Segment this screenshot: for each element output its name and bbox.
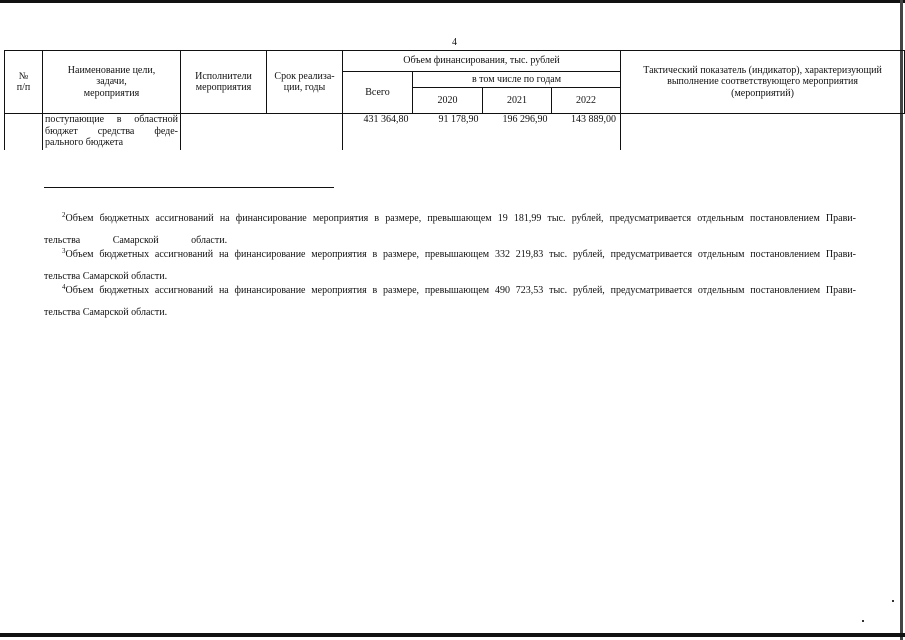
name-line-3: рального бюджета [45, 137, 124, 148]
header-term: Срок реализа- ции, годы [267, 51, 343, 114]
header-by-years: в том числе по годам [413, 72, 621, 88]
footnote-4 [44, 276, 856, 324]
header-name: Наименование цели, задачи, мероприятия [43, 51, 181, 114]
name-line-2: бюджет средства феде- [45, 125, 178, 137]
cell-2021: 196 296,90 [502, 114, 548, 125]
header-financing-volume: Объем финансирования, тыс. рублей [343, 51, 621, 72]
financing-table [4, 50, 905, 150]
header-total: Всего [343, 72, 413, 114]
name-line-1: поступающие в областной [45, 114, 178, 125]
page-number: 4 [452, 37, 457, 48]
footnote-text: Объем бюджетных ассигнований на финансирование мероприятия в размере, превышающем 490 723,53 тыс. рублей, предусматривается отдельным постановлением Прави- [65, 285, 856, 296]
scan-speck [862, 620, 864, 622]
header-executors: Исполнители мероприятия [181, 51, 267, 114]
cell-executors [181, 114, 267, 151]
footnote-text-continued: тельства Самарской области. [44, 307, 168, 318]
header-year-2020: 2020 [413, 88, 483, 114]
scan-speck [892, 600, 894, 602]
header-indicator: Тактический показатель (индикатор), характеризующий выполнение соответствующего мероприятия (мероприятий) [621, 51, 905, 114]
footnote-text: Объем бюджетных ассигнований на финансирование мероприятия в размере, превышающем 19 181,99 тыс. рублей, предусматривается отдельным постановлением Прави- [65, 213, 856, 224]
header-year-2021: 2021 [483, 88, 552, 114]
cell-num [5, 114, 43, 151]
bottom-border [0, 633, 905, 637]
footnote-text-continued: тельства Самарской области. [44, 271, 168, 282]
footnote-mark: 2 [62, 211, 66, 219]
cell-term [267, 114, 343, 151]
table-row [5, 114, 905, 151]
footnote-text: Объем бюджетных ассигнований на финансирование мероприятия в размере, превышающем 332 219,83 тыс. рублей, предусматривается отдельным постановлением Прави- [65, 249, 856, 260]
footnote-mark: 3 [62, 247, 66, 255]
cell-indicator [621, 114, 905, 151]
header-num: № п/п [5, 51, 43, 114]
footnote-text-continued: тельства Самарской области. [44, 235, 228, 246]
footnote-divider [44, 187, 334, 188]
cell-total: 431 364,80 [343, 114, 413, 151]
footnote-mark: 4 [62, 283, 66, 291]
top-border [0, 0, 905, 3]
cell-2022: 143 889,00 [571, 114, 617, 125]
cell-name [43, 114, 181, 151]
header-year-2022: 2022 [552, 88, 621, 114]
cell-2020: 91 178,90 [438, 114, 479, 125]
